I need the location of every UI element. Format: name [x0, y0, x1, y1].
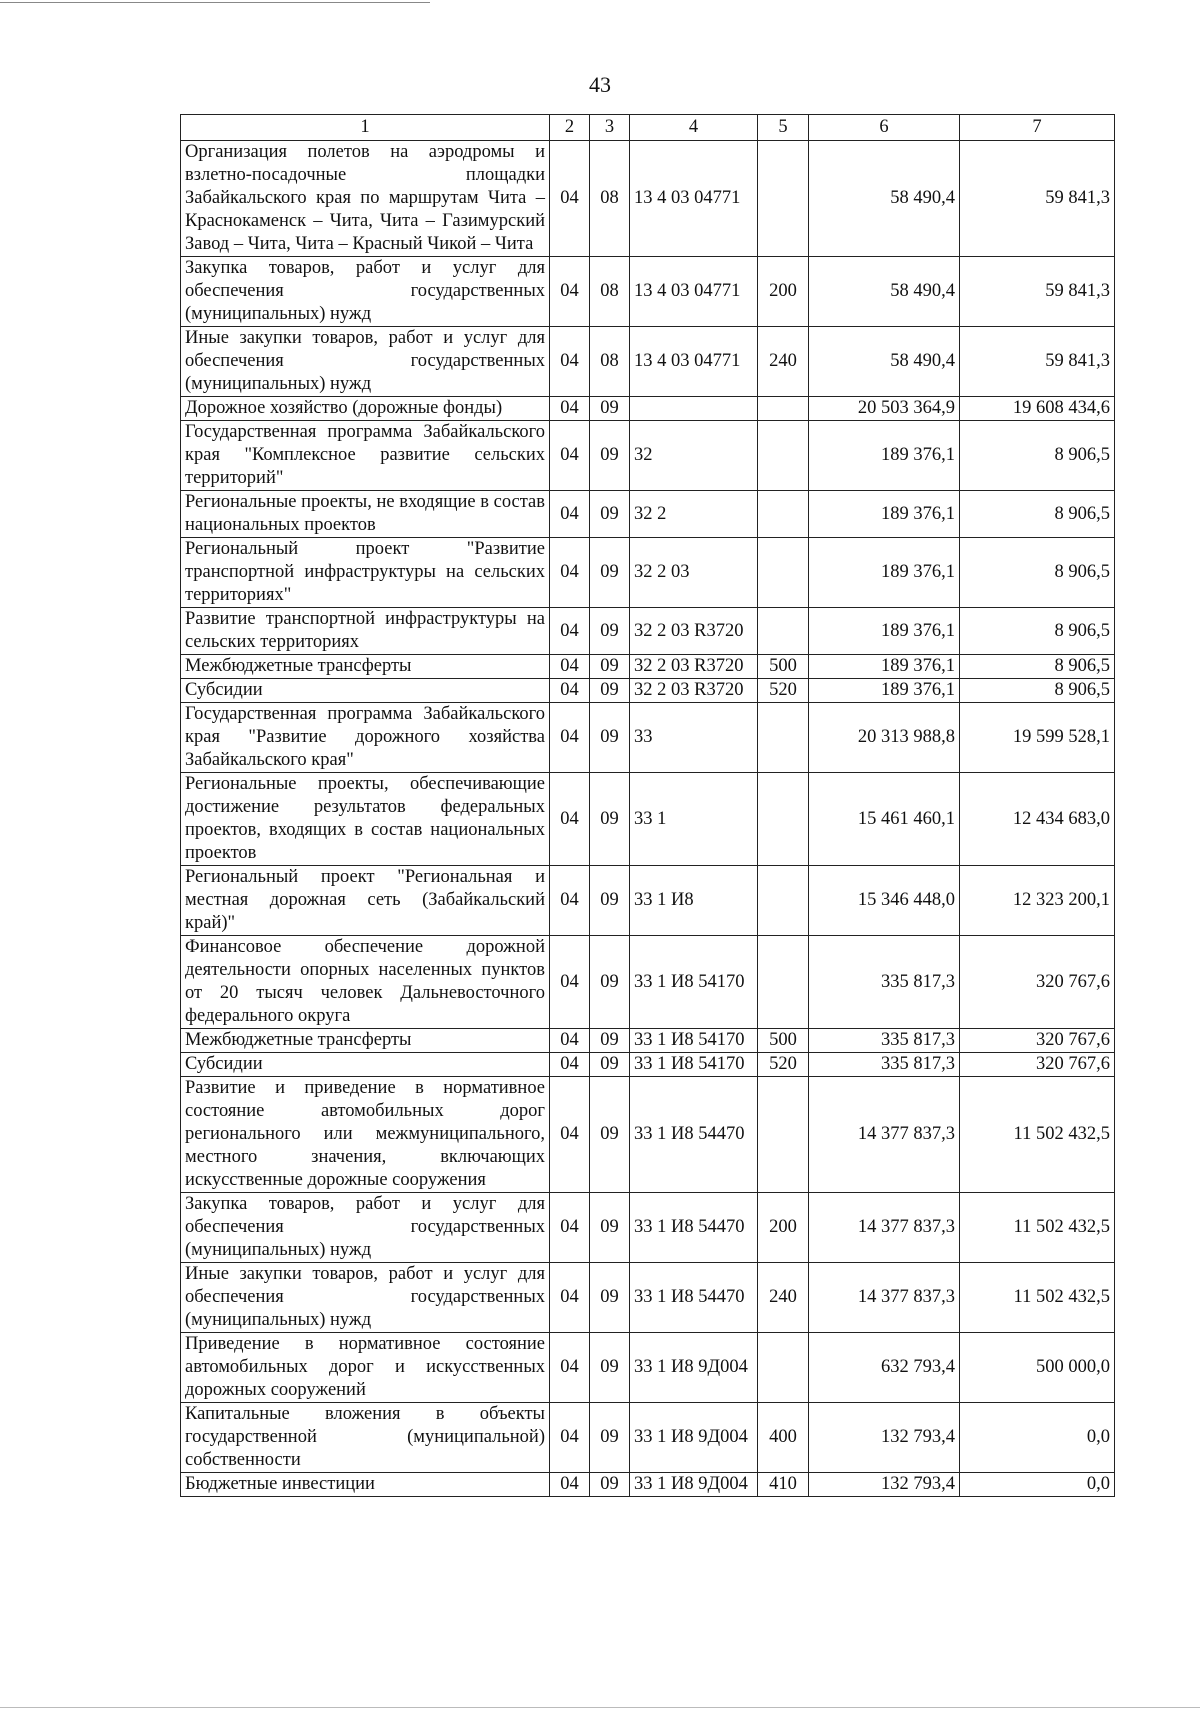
cell-subsection: 09: [590, 655, 630, 679]
cell-target-code: 33 1 И8 54470: [630, 1077, 758, 1193]
cell-name: Капитальные вложения в объекты государственной (муниципальной) собственности: [181, 1403, 550, 1473]
cell-name: Развитие транспортной инфраструктуры на сельских территориях: [181, 608, 550, 655]
cell-name: Финансовое обеспечение дорожной деятельности опорных населенных пунктов от 20 тысяч человек Дальневосточного федерального округа: [181, 936, 550, 1029]
cell-expense-type: [758, 703, 809, 773]
cell-target-code: 13 4 03 04771: [630, 141, 758, 257]
cell-name: Приведение в нормативное состояние автомобильных дорог и искусственных дорожных сооружений: [181, 1333, 550, 1403]
cell-amount-year-1: 14 377 837,3: [809, 1193, 960, 1263]
cell-section: 04: [550, 936, 590, 1029]
cell-name: Организация полетов на аэродромы и взлетно-посадочные площадки Забайкальского края по маршрутам Чита – Краснокаменск – Чита, Чита – Газимурский Завод – Чита, Чита – Красный Чикой – Чита: [181, 141, 550, 257]
cell-amount-year-2: 8 906,5: [960, 608, 1115, 655]
table-row: [181, 1473, 1115, 1497]
header-col-6: 6: [809, 115, 960, 141]
page-number: 43: [589, 72, 611, 97]
cell-expense-type: 240: [758, 327, 809, 397]
cell-name: Закупка товаров, работ и услуг для обеспечения государственных (муниципальных) нужд: [181, 1193, 550, 1263]
cell-section: 04: [550, 703, 590, 773]
header-col-4: 4: [630, 115, 758, 141]
cell-subsection: 09: [590, 1193, 630, 1263]
cell-name: Иные закупки товаров, работ и услуг для обеспечения государственных (муниципальных) нужд: [181, 1263, 550, 1333]
cell-expense-type: 520: [758, 1053, 809, 1077]
cell-expense-type: [758, 1333, 809, 1403]
cell-subsection: 08: [590, 141, 630, 257]
cell-name: Государственная программа Забайкальского края "Комплексное развитие сельских территорий": [181, 421, 550, 491]
table-row: [181, 397, 1115, 421]
cell-amount-year-1: 189 376,1: [809, 608, 960, 655]
cell-subsection: 09: [590, 1053, 630, 1077]
cell-name: Региональные проекты, обеспечивающие достижение результатов федеральных проектов, входящих в состав национальных проектов: [181, 773, 550, 866]
cell-subsection: 09: [590, 421, 630, 491]
cell-name: Субсидии: [181, 1053, 550, 1077]
cell-target-code: 32 2 03: [630, 538, 758, 608]
cell-amount-year-1: 189 376,1: [809, 491, 960, 538]
cell-subsection: 09: [590, 491, 630, 538]
cell-section: 04: [550, 491, 590, 538]
cell-target-code: 33 1 И8 54470: [630, 1193, 758, 1263]
header-col-5: 5: [758, 115, 809, 141]
cell-amount-year-1: 15 461 460,1: [809, 773, 960, 866]
cell-subsection: 09: [590, 608, 630, 655]
cell-section: 04: [550, 421, 590, 491]
budget-table: [180, 114, 1115, 1497]
table-row: [181, 1053, 1115, 1077]
table-row: [181, 1403, 1115, 1473]
cell-expense-type: 200: [758, 1193, 809, 1263]
cell-name: Дорожное хозяйство (дорожные фонды): [181, 397, 550, 421]
cell-subsection: 09: [590, 1263, 630, 1333]
cell-expense-type: [758, 491, 809, 538]
cell-amount-year-2: 500 000,0: [960, 1333, 1115, 1403]
cell-expense-type: [758, 1077, 809, 1193]
cell-amount-year-2: 11 502 432,5: [960, 1077, 1115, 1193]
cell-expense-type: [758, 773, 809, 866]
header-col-7: 7: [960, 115, 1115, 141]
table-row: [181, 491, 1115, 538]
cell-amount-year-2: 59 841,3: [960, 257, 1115, 327]
cell-target-code: 32 2 03 R3720: [630, 679, 758, 703]
cell-subsection: 09: [590, 397, 630, 421]
cell-section: 04: [550, 1077, 590, 1193]
cell-amount-year-2: 8 906,5: [960, 421, 1115, 491]
cell-amount-year-2: 12 434 683,0: [960, 773, 1115, 866]
cell-expense-type: [758, 608, 809, 655]
cell-section: 04: [550, 608, 590, 655]
cell-subsection: 09: [590, 538, 630, 608]
cell-subsection: 09: [590, 703, 630, 773]
cell-amount-year-1: 132 793,4: [809, 1473, 960, 1497]
cell-section: 04: [550, 397, 590, 421]
cell-amount-year-2: 0,0: [960, 1473, 1115, 1497]
cell-section: 04: [550, 1333, 590, 1403]
cell-name: Субсидии: [181, 679, 550, 703]
cell-name: Развитие и приведение в нормативное состояние автомобильных дорог регионального или межмуниципального, местного значения, включающих искусственные дорожные сооружения: [181, 1077, 550, 1193]
cell-section: 04: [550, 866, 590, 936]
header-row: [181, 115, 1115, 141]
table-row: [181, 773, 1115, 866]
cell-section: 04: [550, 773, 590, 866]
cell-section: 04: [550, 1029, 590, 1053]
cell-amount-year-1: 20 313 988,8: [809, 703, 960, 773]
cell-section: 04: [550, 1473, 590, 1497]
cell-target-code: 32 2: [630, 491, 758, 538]
table-row: [181, 1263, 1115, 1333]
cell-target-code: 33 1 И8 9Д004: [630, 1333, 758, 1403]
cell-target-code: 32: [630, 421, 758, 491]
cell-section: 04: [550, 1193, 590, 1263]
header-col-2: 2: [550, 115, 590, 141]
header-col-1: 1: [181, 115, 550, 141]
cell-expense-type: [758, 421, 809, 491]
table-row: [181, 655, 1115, 679]
table-row: [181, 679, 1115, 703]
cell-target-code: 33 1 И8 9Д004: [630, 1403, 758, 1473]
cell-amount-year-2: 59 841,3: [960, 141, 1115, 257]
cell-amount-year-2: 11 502 432,5: [960, 1263, 1115, 1333]
cell-amount-year-1: 132 793,4: [809, 1403, 960, 1473]
cell-expense-type: 240: [758, 1263, 809, 1333]
table-row: [181, 1193, 1115, 1263]
cell-amount-year-1: 189 376,1: [809, 679, 960, 703]
cell-section: 04: [550, 1053, 590, 1077]
table-row: [181, 141, 1115, 257]
cell-amount-year-2: 12 323 200,1: [960, 866, 1115, 936]
cell-target-code: 33 1 И8: [630, 866, 758, 936]
table-row: [181, 421, 1115, 491]
cell-expense-type: [758, 538, 809, 608]
cell-amount-year-1: 14 377 837,3: [809, 1263, 960, 1333]
cell-name: Иные закупки товаров, работ и услуг для обеспечения государственных (муниципальных) нужд: [181, 327, 550, 397]
table-row: [181, 1077, 1115, 1193]
cell-name: Межбюджетные трансферты: [181, 1029, 550, 1053]
cell-subsection: 09: [590, 1473, 630, 1497]
cell-section: 04: [550, 327, 590, 397]
cell-subsection: 08: [590, 257, 630, 327]
cell-section: 04: [550, 655, 590, 679]
cell-target-code: 33 1: [630, 773, 758, 866]
cell-expense-type: 500: [758, 1029, 809, 1053]
cell-name: Государственная программа Забайкальского края "Развитие дорожного хозяйства Забайкальского края": [181, 703, 550, 773]
cell-expense-type: [758, 397, 809, 421]
cell-amount-year-1: 58 490,4: [809, 327, 960, 397]
cell-target-code: 33 1 И8 54470: [630, 1263, 758, 1333]
cell-target-code: 32 2 03 R3720: [630, 655, 758, 679]
cell-amount-year-1: 632 793,4: [809, 1333, 960, 1403]
cell-amount-year-2: 59 841,3: [960, 327, 1115, 397]
cell-target-code: 33 1 И8 54170: [630, 1029, 758, 1053]
cell-target-code: 13 4 03 04771: [630, 327, 758, 397]
cell-section: 04: [550, 257, 590, 327]
table-body: [181, 141, 1115, 1497]
cell-name: Региональные проекты, не входящие в состав национальных проектов: [181, 491, 550, 538]
cell-amount-year-2: 320 767,6: [960, 1053, 1115, 1077]
cell-expense-type: [758, 141, 809, 257]
cell-target-code: 33 1 И8 9Д004: [630, 1473, 758, 1497]
table-row: [181, 608, 1115, 655]
cell-name: Региональный проект "Региональная и местная дорожная сеть (Забайкальский край)": [181, 866, 550, 936]
bottom-rule: [0, 1707, 1200, 1708]
table-row: [181, 866, 1115, 936]
cell-amount-year-2: 0,0: [960, 1403, 1115, 1473]
cell-name: Закупка товаров, работ и услуг для обеспечения государственных (муниципальных) нужд: [181, 257, 550, 327]
cell-amount-year-1: 58 490,4: [809, 141, 960, 257]
cell-amount-year-2: 8 906,5: [960, 491, 1115, 538]
cell-amount-year-1: 335 817,3: [809, 936, 960, 1029]
cell-name: Бюджетные инвестиции: [181, 1473, 550, 1497]
cell-amount-year-2: 320 767,6: [960, 936, 1115, 1029]
cell-amount-year-2: 8 906,5: [960, 655, 1115, 679]
header-col-3: 3: [590, 115, 630, 141]
cell-amount-year-1: 20 503 364,9: [809, 397, 960, 421]
table-row: [181, 703, 1115, 773]
cell-amount-year-1: 189 376,1: [809, 421, 960, 491]
cell-subsection: 09: [590, 1403, 630, 1473]
cell-subsection: 09: [590, 1029, 630, 1053]
cell-target-code: 32 2 03 R3720: [630, 608, 758, 655]
cell-expense-type: 400: [758, 1403, 809, 1473]
cell-amount-year-2: 8 906,5: [960, 538, 1115, 608]
cell-amount-year-1: 58 490,4: [809, 257, 960, 327]
cell-subsection: 09: [590, 1333, 630, 1403]
table-row: [181, 327, 1115, 397]
cell-subsection: 09: [590, 866, 630, 936]
cell-amount-year-1: 189 376,1: [809, 655, 960, 679]
cell-subsection: 09: [590, 773, 630, 866]
cell-section: 04: [550, 141, 590, 257]
cell-section: 04: [550, 1263, 590, 1333]
cell-section: 04: [550, 679, 590, 703]
cell-subsection: 08: [590, 327, 630, 397]
cell-amount-year-2: 11 502 432,5: [960, 1193, 1115, 1263]
table-row: [181, 1333, 1115, 1403]
table-row: [181, 538, 1115, 608]
cell-expense-type: [758, 866, 809, 936]
cell-amount-year-1: 335 817,3: [809, 1029, 960, 1053]
cell-amount-year-2: 19 599 528,1: [960, 703, 1115, 773]
cell-expense-type: [758, 936, 809, 1029]
cell-section: 04: [550, 538, 590, 608]
cell-expense-type: 520: [758, 679, 809, 703]
cell-amount-year-1: 15 346 448,0: [809, 866, 960, 936]
cell-expense-type: 200: [758, 257, 809, 327]
cell-amount-year-1: 335 817,3: [809, 1053, 960, 1077]
cell-subsection: 09: [590, 936, 630, 1029]
cell-name: Региональный проект "Развитие транспортной инфраструктуры на сельских территориях": [181, 538, 550, 608]
cell-target-code: [630, 397, 758, 421]
cell-amount-year-2: 320 767,6: [960, 1029, 1115, 1053]
cell-target-code: 33 1 И8 54170: [630, 936, 758, 1029]
cell-subsection: 09: [590, 1077, 630, 1193]
cell-amount-year-2: 8 906,5: [960, 679, 1115, 703]
cell-amount-year-1: 189 376,1: [809, 538, 960, 608]
cell-expense-type: 500: [758, 655, 809, 679]
cell-target-code: 33 1 И8 54170: [630, 1053, 758, 1077]
cell-amount-year-1: 14 377 837,3: [809, 1077, 960, 1193]
cell-expense-type: 410: [758, 1473, 809, 1497]
cell-subsection: 09: [590, 679, 630, 703]
top-rule: [0, 2, 430, 3]
cell-target-code: 13 4 03 04771: [630, 257, 758, 327]
table-row: [181, 936, 1115, 1029]
cell-section: 04: [550, 1403, 590, 1473]
cell-target-code: 33: [630, 703, 758, 773]
cell-name: Межбюджетные трансферты: [181, 655, 550, 679]
table-row: [181, 1029, 1115, 1053]
cell-amount-year-2: 19 608 434,6: [960, 397, 1115, 421]
table-row: [181, 257, 1115, 327]
